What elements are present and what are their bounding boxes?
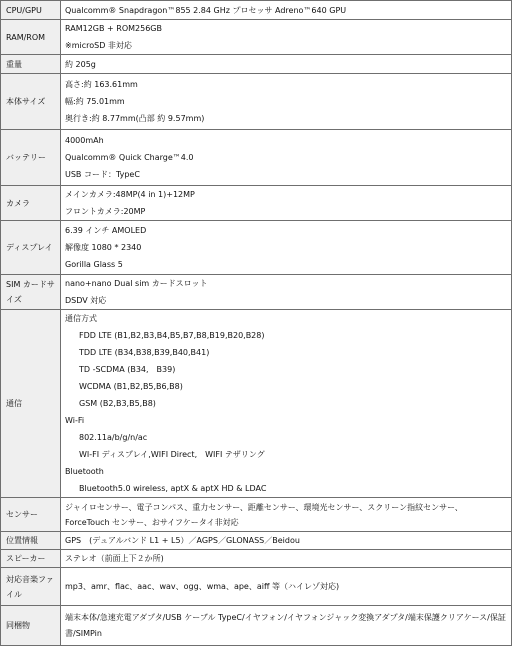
spec-line: Wi-Fi xyxy=(65,416,85,425)
spec-row-music-files xyxy=(1,568,512,606)
spec-label: バッテリー xyxy=(1,130,61,186)
spec-label: CPU/GPU xyxy=(1,1,61,20)
spec-line: 4000mAh xyxy=(65,136,104,145)
spec-line: 解像度 1080 * 2340 xyxy=(65,243,142,252)
spec-line: mp3、amr、flac、aac、wav、ogg、wma、ape、aiff 等（ハイレゾ対応) xyxy=(65,582,340,591)
spec-row-weight xyxy=(1,55,512,74)
spec-line: GPS (デュアルバンド L1 + L5）／AGPS／GLONASS／Beidou xyxy=(65,536,300,545)
spec-value xyxy=(61,186,512,221)
spec-value xyxy=(61,550,512,568)
spec-value xyxy=(61,532,512,550)
spec-line: 6.39 インチ AMOLED xyxy=(65,226,147,235)
spec-label: カメラ xyxy=(1,186,61,221)
spec-value xyxy=(61,275,512,310)
spec-line: DSDV 対応 xyxy=(65,296,107,305)
spec-row-ram-rom xyxy=(1,20,512,55)
spec-row-body-size xyxy=(1,74,512,130)
spec-value xyxy=(61,310,512,498)
spec-value xyxy=(61,74,512,130)
spec-value xyxy=(61,55,512,74)
spec-row-camera xyxy=(1,186,512,221)
spec-line: 通信方式 xyxy=(65,314,97,323)
spec-value xyxy=(61,1,512,20)
spec-value xyxy=(61,221,512,275)
spec-line: メインカメラ:48MP(4 in 1)+12MP xyxy=(65,190,195,199)
spec-label: 本体サイズ xyxy=(1,74,61,130)
spec-label: 同梱物 xyxy=(1,606,61,646)
spec-label-text: ディスプレイ xyxy=(6,243,53,252)
spec-line: 幅:約 75.01mm xyxy=(65,97,125,106)
spec-line: フロントカメラ:20MP xyxy=(65,207,146,216)
spec-label-text: SIM カードサイズ xyxy=(6,280,55,304)
spec-label: 通信 xyxy=(1,310,61,498)
spec-label xyxy=(1,221,61,275)
spec-line: Bluetooth5.0 wireless, aptX & aptX HD & LDAC xyxy=(79,484,267,493)
spec-line: Qualcomm® Quick Charge™4.0 xyxy=(65,153,194,162)
spec-line: 端末本体/急速充電アダプタ/USB ケーブル TypeC/イヤフォン/イヤフォンジャック変換アダプタ/端末保護クリアケース/保証書/SIMPin xyxy=(65,612,506,638)
spec-row-location xyxy=(1,532,512,550)
spec-line: Bluetooth xyxy=(65,467,104,476)
spec-line: USB コード：TypeC xyxy=(65,170,140,179)
spec-line: TDD LTE (B34,B38,B39,B40,B41) xyxy=(79,348,210,357)
spec-line: Qualcomm® Snapdragon™855 2.84 GHz プロセッサ Adreno™640 GPU xyxy=(65,5,347,15)
spec-label: RAM/ROM xyxy=(1,20,61,55)
spec-line: RAM12GB + ROM256GB xyxy=(65,24,162,33)
spec-line: Gorilla Glass 5 xyxy=(65,260,123,269)
spec-label: 位置情報 xyxy=(1,532,61,550)
spec-label xyxy=(1,275,61,310)
spec-value xyxy=(61,498,512,532)
spec-line: TD -SCDMA (B34, B39) xyxy=(79,365,176,374)
spec-line: WCDMA (B1,B2,B5,B6,B8) xyxy=(79,382,183,391)
spec-line: ジャイロセンサー、電子コンパス、重力センサー、距離センサー、環境光センサー、スクリーン指紋センサー、ForceTouch センサー、おサイフケータイ非対応 xyxy=(65,502,463,527)
spec-label: 重量 xyxy=(1,55,61,74)
spec-row-communication xyxy=(1,310,512,498)
spec-line: WI-FI ディスプレイ,WIFI Direct, WIFI テザリング xyxy=(79,450,265,459)
spec-label-text: 対応音楽ファイル xyxy=(6,574,54,599)
spec-label xyxy=(1,568,61,606)
spec-row-bundled-items xyxy=(1,606,512,646)
spec-line: nano+nano Dual sim カードスロット xyxy=(65,279,208,288)
spec-value xyxy=(61,20,512,55)
spec-line: GSM (B2,B3,B5,B8) xyxy=(79,399,156,408)
spec-value xyxy=(61,130,512,186)
spec-row-display xyxy=(1,221,512,275)
spec-value xyxy=(61,606,512,646)
spec-line: 802.11a/b/g/n/ac xyxy=(79,433,148,442)
spec-line: 高さ:約 163.61mm xyxy=(65,80,138,89)
spec-row-sim-card-size xyxy=(1,275,512,310)
spec-row-sensors xyxy=(1,498,512,532)
spec-line: ステレオ（前面上下２か所) xyxy=(65,554,164,563)
spec-row-cpu-gpu xyxy=(1,1,512,20)
spec-line: ※microSD 非対応 xyxy=(65,41,132,50)
spec-row-battery xyxy=(1,130,512,186)
spec-label: センサー xyxy=(1,498,61,532)
spec-line: 奥行き:約 8.77mm(凸部 約 9.57mm) xyxy=(65,114,205,123)
spec-row-speaker xyxy=(1,550,512,568)
spec-line: FDD LTE (B1,B2,B3,B4,B5,B7,B8,B19,B20,B28) xyxy=(79,331,265,340)
spec-label: スピーカー xyxy=(1,550,61,568)
spec-value xyxy=(61,568,512,606)
spec-line: 約 205g xyxy=(65,59,96,69)
